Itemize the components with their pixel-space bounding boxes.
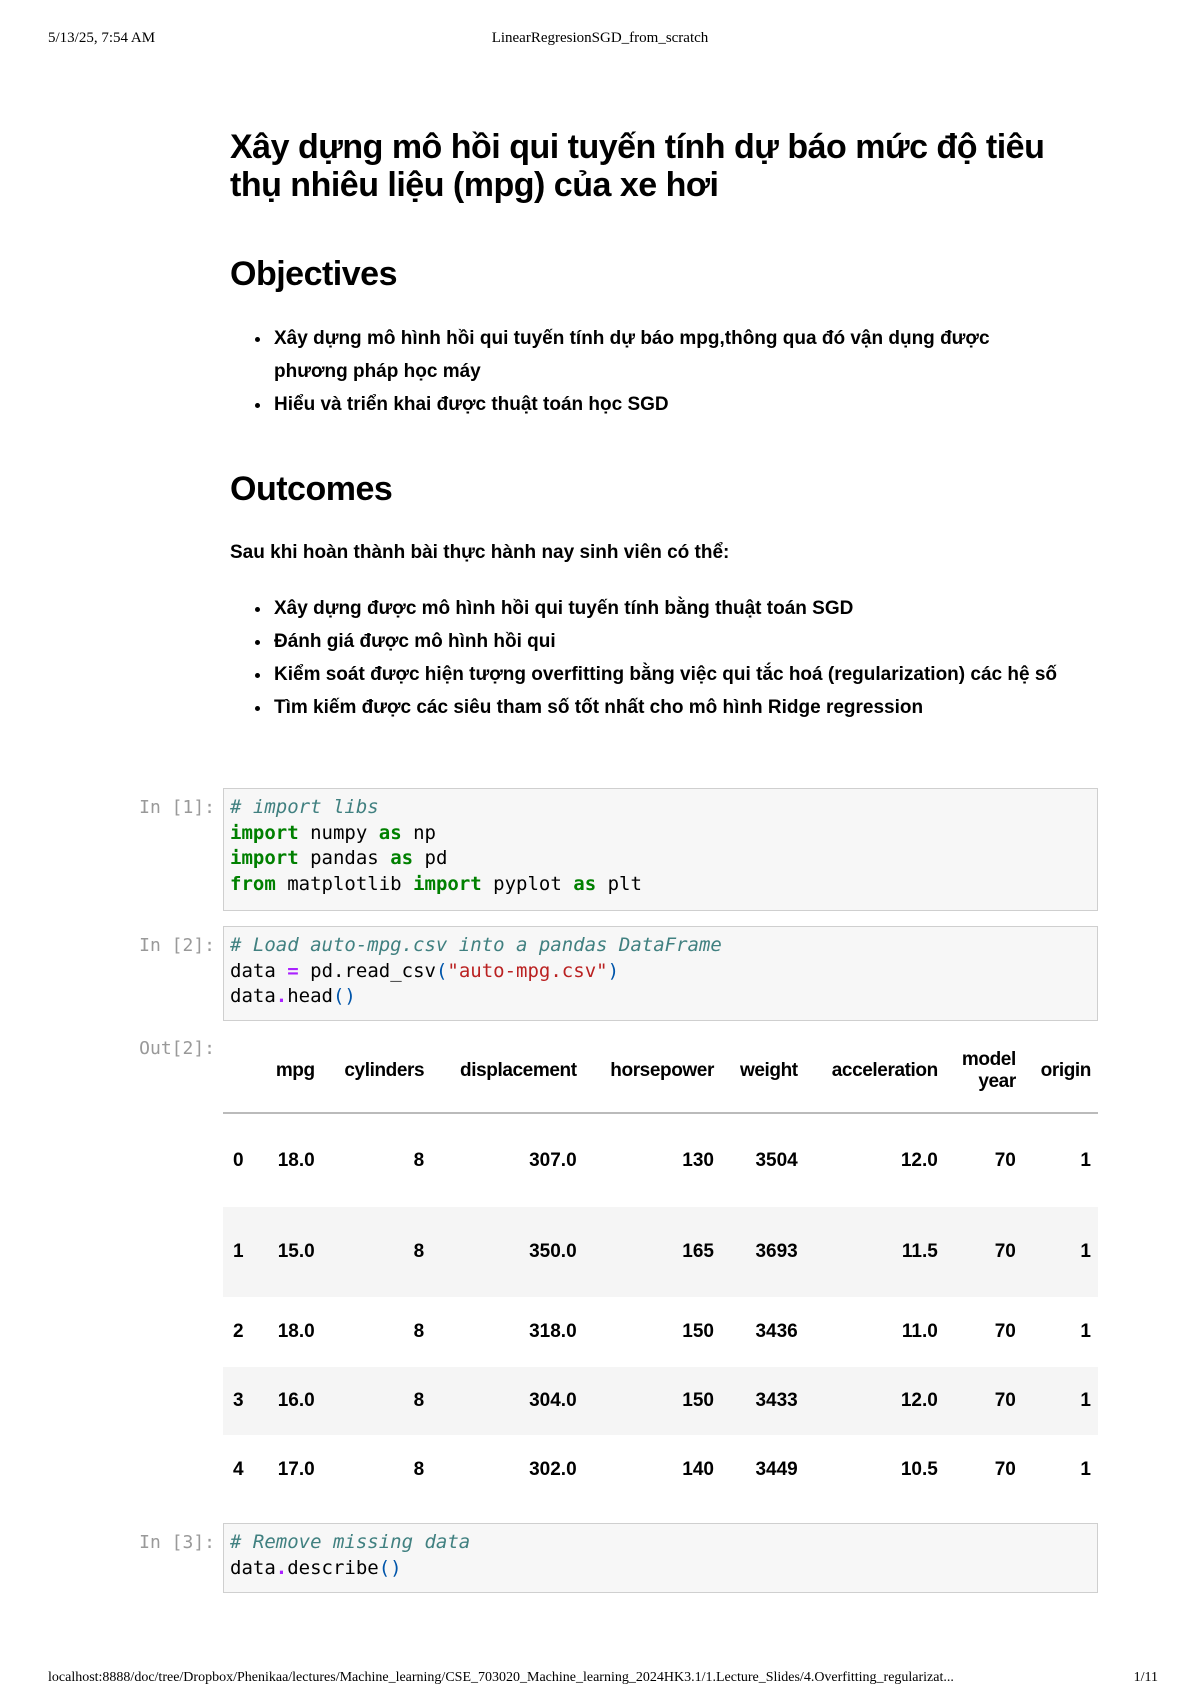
operator: . [275,985,288,1007]
table-cell: 12.0 [805,1367,945,1435]
row-index: 4 [233,1459,244,1480]
operator: . [275,1556,288,1579]
code-token: pd [424,847,448,869]
table-cell: 150 [682,1321,714,1342]
code-token: head [287,985,333,1007]
table-cell: 3433 [721,1367,805,1435]
table-cell: 17.0 [277,1459,315,1480]
table-cell: 3436 [755,1321,798,1342]
punctuation: ) [607,959,620,982]
code-token: matplotlib [287,872,402,895]
column-header: model year [945,1030,1023,1113]
keyword: import [230,847,299,869]
print-footer [0,1670,1200,1690]
column-header: horsepower [584,1030,721,1113]
code-cell-3[interactable] [223,1523,1098,1593]
markdown-cell [230,128,1060,204]
print-date: 5/13/25, 7:54 AM [48,30,156,46]
outcomes-intro: Sau khi hoàn thành bài thực hành nay sinh viên có thể: [230,542,730,563]
table-cell: 18.0 [277,1149,315,1171]
table-cell: 1 [1080,1321,1091,1342]
outcomes-heading: Outcomes [230,470,393,508]
code-cell-1[interactable] [223,788,1098,911]
notebook-title: Xây dựng mô hồi qui tuyến tính dự báo mức độ tiêu thụ nhiêu liệu (mpg) của xe hơi [230,128,1045,204]
table-cell: 140 [682,1459,714,1480]
table-row [223,1367,1098,1435]
table-cell: 70 [994,1321,1016,1342]
column-header: acceleration [805,1030,945,1113]
code-comment: # Load auto-mpg.csv into a pandas DataFrame [230,934,722,956]
punctuation: ( [435,959,448,982]
code-token: data [230,1556,276,1579]
output-2-prompt: Out[2]: [139,1038,215,1059]
table-cell: 8 [413,1149,425,1171]
code-string: "auto-mpg.csv" [447,959,608,982]
code-token: pyplot [493,872,562,895]
table-cell: 70 [994,1149,1016,1171]
code-token: pd.read_csv [310,959,436,982]
code-token: numpy [310,821,368,844]
table-row [223,1207,1098,1297]
table-cell: 70 [994,1459,1016,1480]
table-cell: 70 [945,1207,1023,1297]
code-comment: # Remove missing data [230,1531,471,1553]
outcome-item: • Xây dựng được mô hình hồi qui tuyến tính bằng thuật toán SGD [272,592,1060,625]
table-cell: 70 [945,1367,1023,1435]
outcomes-list [230,592,1060,724]
table-cell: 12.0 [900,1149,938,1171]
table-row [223,1113,1098,1207]
keyword: as [390,847,414,869]
table-cell: 350.0 [431,1207,583,1297]
objectives-list-wrap [230,322,1060,421]
code-token: describe [287,1556,379,1579]
keyword: as [378,821,402,844]
code-token: np [413,821,436,844]
objectives-heading: Objectives [230,255,397,293]
outcomes-list-wrap [230,592,1060,724]
punctuation: () [332,985,356,1007]
keyword: import [230,821,299,844]
page-number: 1/11 [1133,1670,1158,1685]
table-cell: 165 [584,1207,721,1297]
dataframe-output [223,1030,1098,1505]
code-cell-2[interactable] [223,926,1098,1021]
cell-2-prompt: In [2]: [139,935,215,956]
objective-item: • Hiểu và triển khai được thuật toán học SGD [272,388,1060,421]
row-index: 2 [233,1321,244,1342]
row-index: 1 [223,1207,260,1297]
table-cell: 318.0 [529,1321,577,1342]
keyword: as [573,872,597,895]
keyword: from [230,872,276,895]
outcome-item: • Đánh giá được mô hình hồi qui [272,625,1060,658]
print-title: LinearRegresionSGD_from_scratch [491,30,709,46]
table-cell: 10.5 [900,1459,938,1480]
column-header: weight [721,1030,805,1113]
cell-1-prompt: In [1]: [139,797,215,818]
table-cell: 11.5 [805,1207,945,1297]
table-cell: 8 [322,1207,432,1297]
objective-item: • Xây dựng mô hình hồi qui tuyến tính dự báo mpg,thông qua đó vận dụng được phương pháp học máy [272,322,1060,388]
print-header [0,30,1200,50]
row-index: 0 [233,1149,244,1171]
column-header: cylinders [322,1030,432,1113]
column-header: mpg [260,1030,322,1113]
code-token: data [230,959,276,982]
table-cell: 304.0 [431,1367,583,1435]
table-cell: 11.0 [901,1321,938,1342]
table-cell: 1 [1023,1367,1098,1435]
row-index: 3 [223,1367,260,1435]
table-cell: 8 [413,1321,425,1342]
code-token: plt [607,872,642,895]
table-cell: 18.0 [277,1321,315,1342]
outcomes-intro-wrap [230,538,1060,568]
punctuation: () [378,1556,402,1579]
operator: = [287,959,299,982]
column-header: origin [1023,1030,1098,1113]
column-header [223,1030,260,1113]
table-cell: 1 [1023,1207,1098,1297]
code-comment: # import libs [230,796,379,818]
table-cell: 16.0 [260,1367,322,1435]
table-cell: 8 [413,1459,425,1480]
table-row [223,1297,1098,1367]
table-cell: 302.0 [529,1459,577,1480]
table-cell: 150 [584,1367,721,1435]
table-cell: 15.0 [260,1207,322,1297]
outcome-item: • Kiểm soát được hiện tượng overfitting bằng việc qui tắc hoá (regularization) các hệ số [272,658,1060,691]
code-token: pandas [310,847,379,869]
code-token: data [230,985,276,1007]
page-url: localhost:8888/doc/tree/Dropbox/Phenikaa/lectures/Machine_learning/CSE_703020_Machine_learning_2024HK3.1/1.Lecture_Slides/4.Overfitting_regularizat... [48,1670,954,1685]
table-cell: 3693 [721,1207,805,1297]
objectives-section [230,255,1060,293]
table-cell: 307.0 [529,1149,577,1171]
table-cell: 1 [1080,1459,1091,1480]
outcome-item: • Tìm kiếm được các siêu tham số tốt nhất cho mô hình Ridge regression [272,691,1060,724]
column-header: displacement [431,1030,583,1113]
table-cell: 130 [682,1149,714,1171]
table-cell: 1 [1080,1149,1091,1171]
cell-3-prompt: In [3]: [139,1532,215,1553]
table-cell: 3449 [755,1459,798,1480]
outcomes-section [230,470,1060,508]
table-cell: 3504 [755,1149,798,1171]
table-row [223,1435,1098,1505]
table-header-row [223,1030,1098,1113]
keyword: import [413,872,482,895]
objectives-list [230,322,1060,421]
table-cell: 8 [322,1367,432,1435]
